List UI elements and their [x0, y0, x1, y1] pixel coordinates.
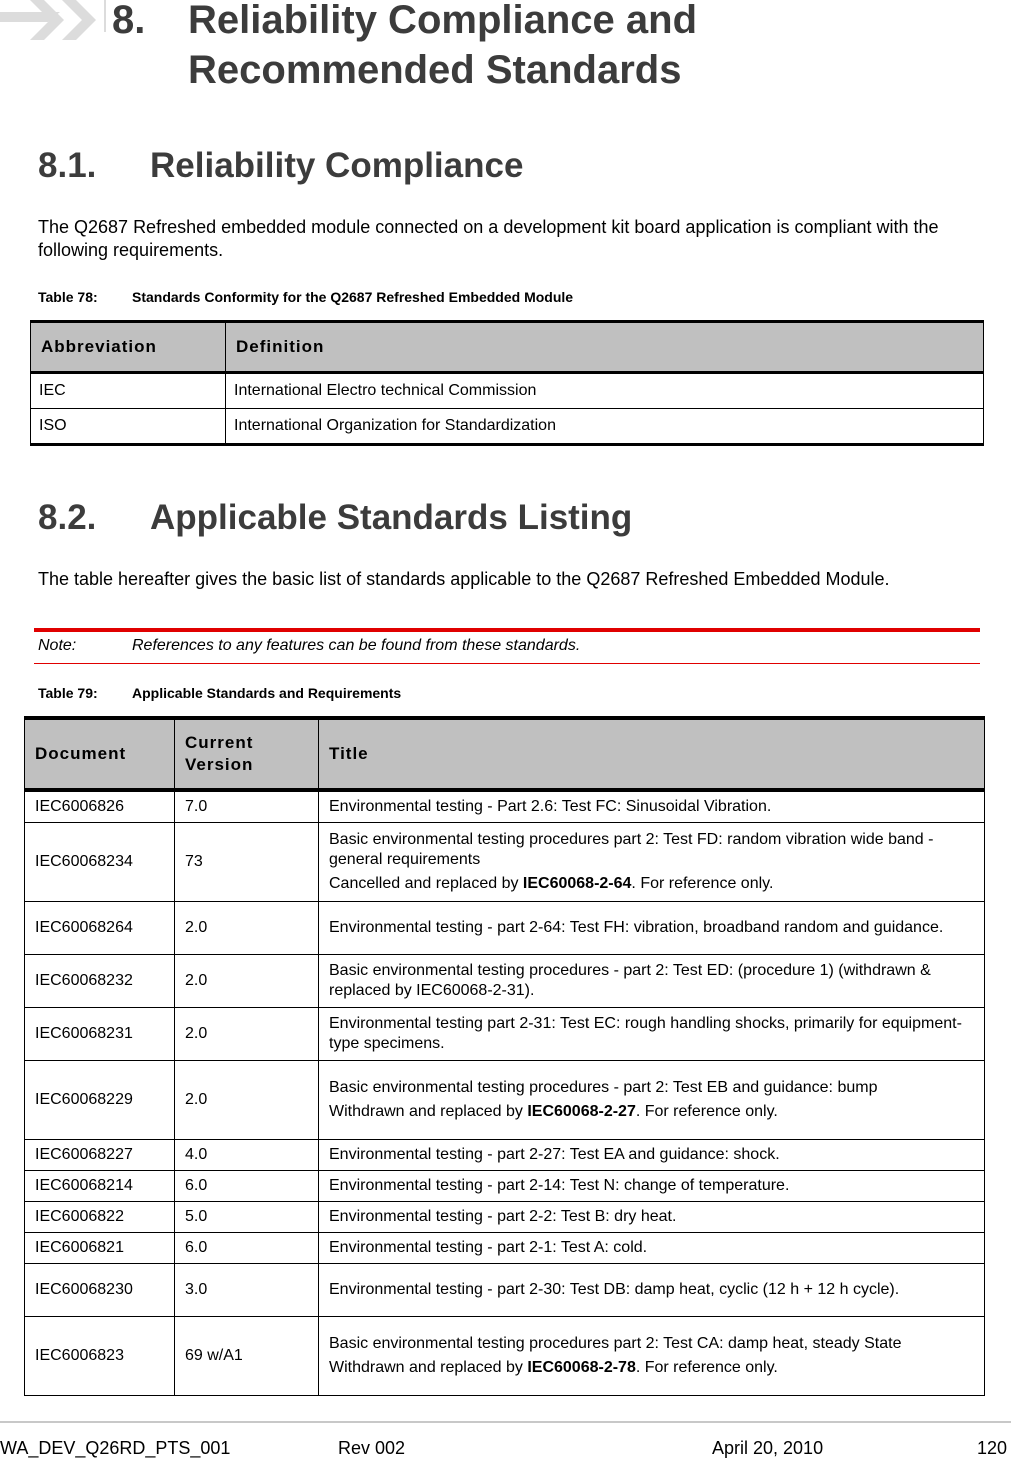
title-cell	[319, 1060, 985, 1139]
section-8-2-heading	[38, 498, 633, 538]
document-cell: IEC6006822	[25, 1201, 175, 1232]
title-text: Environmental testing - part 2-64: Test FH: vibration, broadband random and guidance.	[329, 918, 944, 936]
table-row	[25, 901, 985, 954]
replacement-note	[329, 1358, 974, 1378]
title-text: Environmental testing - part 2-14: Test N: change of temperature.	[329, 1176, 790, 1194]
title-text: Environmental testing - part 2-27: Test EA and guidance: shock.	[329, 1145, 780, 1163]
replacement-standard: IEC60068-2-64	[522, 874, 632, 892]
table-78-label: Table 78:	[38, 289, 98, 305]
section-8-1-number: 8.1.	[38, 146, 97, 185]
version-cell: 6.0	[175, 1232, 319, 1263]
column-header: Current Version	[175, 718, 319, 790]
title-text: Environmental testing - part 2-2: Test B: dry heat.	[329, 1207, 677, 1225]
title-cell	[319, 1316, 985, 1395]
title-cell	[319, 1139, 985, 1170]
table-row	[25, 1170, 985, 1201]
version-cell: 2.0	[175, 1060, 319, 1139]
table-row	[25, 1316, 985, 1395]
document-cell: IEC6006823	[25, 1316, 175, 1395]
replacement-suffix: . For reference only.	[635, 1358, 778, 1376]
replacement-note	[329, 874, 974, 894]
table-78-caption	[38, 289, 574, 305]
title-text: Basic environmental testing procedures part 2: Test CA: damp heat, steady State	[329, 1334, 902, 1352]
table-row	[25, 1263, 985, 1316]
chapter-chevron-decoration	[0, 0, 112, 40]
version-cell: 69 w/A1	[175, 1316, 319, 1395]
document-cell: IEC6006826	[25, 790, 175, 822]
column-header: Abbreviation	[31, 322, 226, 373]
replacement-suffix: . For reference only.	[631, 874, 774, 892]
replacement-prefix: Withdrawn and replaced by	[329, 1358, 528, 1376]
footer-doc-id: WA_DEV_Q26RD_PTS_001	[0, 1438, 231, 1458]
table-79-caption	[38, 685, 402, 701]
definition-cell: International Electro technical Commission	[226, 373, 984, 409]
document-cell: IEC60068234	[25, 822, 175, 901]
version-cell: 2.0	[175, 954, 319, 1007]
table-row	[25, 1007, 985, 1060]
table-row	[25, 1139, 985, 1170]
title-cell	[319, 954, 985, 1007]
title-text: Environmental testing - part 2-30: Test DB: damp heat, cyclic (12 h + 12 h cycle).	[329, 1280, 900, 1298]
standards-table	[24, 716, 985, 1396]
chapter-number: 8.	[112, 0, 146, 42]
note-label: Note:	[38, 637, 77, 654]
document-cell: IEC60068227	[25, 1139, 175, 1170]
table-row	[25, 790, 985, 822]
title-text: Basic environmental testing procedures - part 2: Test EB and guidance: bump	[329, 1078, 878, 1096]
title-cell	[319, 1170, 985, 1201]
table-79-title: Applicable Standards and Requirements	[132, 685, 402, 701]
column-header: Document	[25, 718, 175, 790]
section-8-2-paragraph: The table hereafter gives the basic list of standards applicable to the Q2687 Refreshed Embedded Module.	[38, 569, 890, 589]
title-cell	[319, 790, 985, 822]
column-header: Title	[319, 718, 985, 790]
replacement-note	[329, 1102, 974, 1122]
table-header-row	[25, 718, 985, 790]
footer-divider	[0, 1421, 1011, 1423]
document-cell: IEC6006821	[25, 1232, 175, 1263]
title-text: Basic environmental testing procedures part 2: Test FD: random vibration wide band - general requirements	[329, 830, 934, 868]
document-cell: IEC60068214	[25, 1170, 175, 1201]
table-row	[25, 1232, 985, 1263]
section-8-2-title: Applicable Standards Listing	[150, 498, 633, 537]
table-row	[25, 1201, 985, 1232]
table-78-title: Standards Conformity for the Q2687 Refreshed Embedded Module	[132, 289, 574, 305]
abbreviation-cell: IEC	[31, 373, 226, 409]
table-row	[31, 373, 984, 409]
title-text: Environmental testing part 2-31: Test EC: rough handling shocks, primarily for equipment-type specimens.	[329, 1014, 962, 1052]
title-cell	[319, 822, 985, 901]
table-row	[31, 409, 984, 445]
document-cell: IEC60068232	[25, 954, 175, 1007]
abbreviation-table	[30, 320, 984, 446]
title-cell	[319, 1201, 985, 1232]
note-text: References to any features can be found from these standards.	[132, 637, 581, 654]
chapter-title-line1: Reliability Compliance and	[188, 0, 698, 42]
section-8-1-heading	[38, 146, 524, 186]
title-cell	[319, 1263, 985, 1316]
version-cell: 73	[175, 822, 319, 901]
footer-page-number: 120	[977, 1438, 1008, 1458]
definition-cell: International Organization for Standardization	[226, 409, 984, 445]
footer-date: April 20, 2010	[712, 1438, 824, 1458]
document-cell: IEC60068231	[25, 1007, 175, 1060]
footer-revision: Rev 002	[338, 1438, 406, 1458]
version-cell: 6.0	[175, 1170, 319, 1201]
title-cell	[319, 1232, 985, 1263]
version-cell: 4.0	[175, 1139, 319, 1170]
version-cell: 2.0	[175, 1007, 319, 1060]
section-8-2-number: 8.2.	[38, 498, 97, 537]
section-8-1-title: Reliability Compliance	[150, 146, 524, 185]
document-cell: IEC60068230	[25, 1263, 175, 1316]
title-text: Basic environmental testing procedures - part 2: Test ED: (procedure 1) (withdrawn & replaced by IEC60068-2-31).	[329, 961, 931, 999]
section-8-1-paragraph: The Q2687 Refreshed embedded module connected on a development kit board application is compliant with the following requirements.	[38, 217, 939, 260]
document-cell: IEC60068264	[25, 901, 175, 954]
table-header-row	[31, 322, 984, 373]
replacement-suffix: . For reference only.	[635, 1102, 778, 1120]
title-cell	[319, 901, 985, 954]
version-cell: 7.0	[175, 790, 319, 822]
table-row	[25, 822, 985, 901]
version-cell: 3.0	[175, 1263, 319, 1316]
column-header: Definition	[226, 322, 984, 373]
table-row	[25, 1060, 985, 1139]
replacement-prefix: Withdrawn and replaced by	[329, 1102, 528, 1120]
version-cell: 2.0	[175, 901, 319, 954]
chapter-title-line2: Recommended Standards	[188, 48, 682, 92]
title-text: Environmental testing - part 2-1: Test A: cold.	[329, 1238, 648, 1256]
replacement-standard: IEC60068-2-78	[527, 1358, 636, 1376]
document-cell: IEC60068229	[25, 1060, 175, 1139]
replacement-standard: IEC60068-2-27	[527, 1102, 636, 1120]
note-box	[34, 628, 980, 664]
title-cell	[319, 1007, 985, 1060]
version-cell: 5.0	[175, 1201, 319, 1232]
title-text: Environmental testing - Part 2.6: Test FC: Sinusoidal Vibration.	[329, 797, 772, 815]
table-79-label: Table 79:	[38, 685, 98, 701]
table-row	[25, 954, 985, 1007]
replacement-prefix: Cancelled and replaced by	[329, 874, 523, 892]
abbreviation-cell: ISO	[31, 409, 226, 445]
